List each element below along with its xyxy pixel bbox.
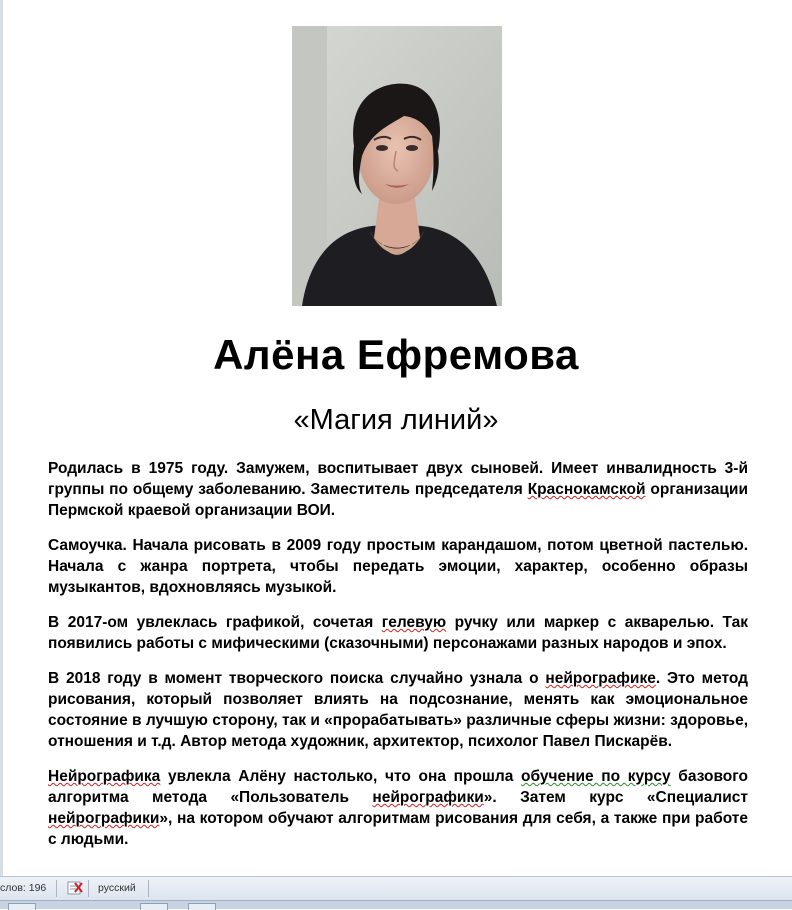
marked-word: гелевую: [381, 614, 447, 631]
text-run: В 2018 году в момент творческого поиска случайно узнала о: [48, 670, 546, 687]
text-run: Самоучка. Начала рисовать в 2009 году простым карандашом, потом цветной пастелью. Начала с жанра портрета, чтобы передать эмоции, характер, особенно образы музыкантов, вдохновляясь музыкой.: [48, 537, 748, 596]
language-indicator[interactable]: русский: [98, 882, 136, 894]
status-bar: [0, 876, 792, 901]
document-body[interactable]: [48, 458, 748, 864]
portrait-illustration: [292, 26, 502, 306]
text-run: ручку или маркер с акварелью. Так появились работы с мифическими (сказочными) персонажами разных народов и эпох.: [48, 614, 749, 652]
page-subtitle: «Магия линий»: [293, 404, 499, 436]
body-paragraph: [48, 766, 748, 850]
word-count[interactable]: слов: 196: [0, 882, 47, 894]
body-paragraph: [48, 612, 748, 654]
marked-word: нейрографики: [48, 810, 160, 827]
spellcheck-icon[interactable]: [66, 879, 84, 897]
text-run: базового алгоритма метода «Пользователь: [48, 768, 748, 806]
text-run: . Это метод рисования, который позволяет влиять на подсознание, менять как эмоциональное состояние в лучшую сторону, так и «прорабатывать» различные сферы жизни: здоровье, отношения и т.д. Автор метода художник, архитектор, психолог Павел Пискарёв.: [48, 670, 748, 750]
taskbar-button[interactable]: [188, 903, 216, 910]
body-paragraph: [48, 458, 748, 521]
body-paragraph: [48, 668, 748, 752]
taskbar-button[interactable]: [8, 903, 36, 910]
marked-word: Краснокамской: [527, 481, 646, 498]
text-run: Родилась в 1975 году. Замужем, воспитывает двух сыновей. Имеет инвалидность 3-й группы по общему заболеванию. Заместитель председателя: [48, 460, 748, 498]
page-left-edge: [0, 0, 3, 876]
status-separator: [148, 880, 149, 897]
portrait-photo[interactable]: [292, 26, 502, 306]
text-run: ». Затем курс «Специалист: [483, 789, 748, 806]
marked-word: Нейрографика: [48, 768, 161, 785]
text-run: организации Пермской краевой организации ВОИ.: [48, 481, 748, 519]
taskbar-button[interactable]: [140, 903, 168, 910]
text-run: увлекла Алёну настолько, что она прошла: [160, 768, 521, 785]
status-separator: [56, 880, 57, 897]
text-run: », на котором обучают алгоритмам рисования для себя, а также при работе с людьми.: [48, 810, 748, 848]
status-separator: [88, 880, 89, 897]
marked-word: обучение по курсу: [521, 768, 671, 785]
body-paragraph: [48, 535, 748, 598]
text-run: В 2017-ом увлеклась графикой, сочетая: [48, 614, 382, 631]
marked-word: нейрографике: [545, 670, 656, 687]
marked-word: нейрографики: [372, 789, 484, 806]
page-title: Алёна Ефремова: [213, 331, 579, 378]
